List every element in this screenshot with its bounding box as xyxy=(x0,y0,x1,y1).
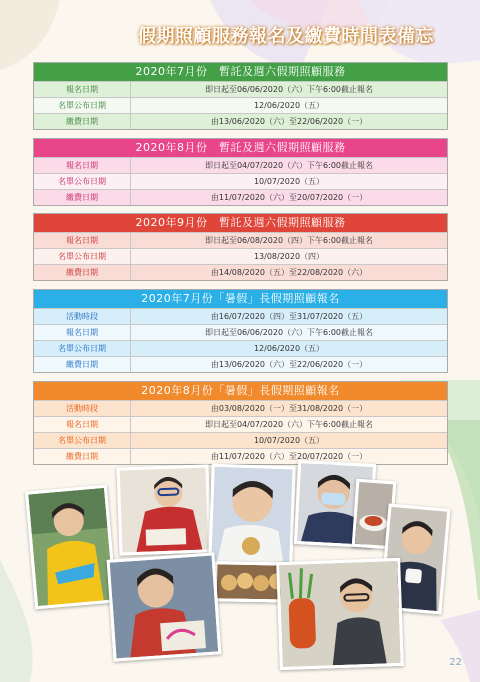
row-label: 報名日期 xyxy=(34,325,131,340)
row-value: 即日起至06/06/2020（六）下午6:00截止報名 xyxy=(204,328,374,337)
table-row xyxy=(34,340,447,356)
page-title: 假期照顧服務報名及繳費時間表備忘 xyxy=(138,26,434,47)
row-value: 由11/07/2020（六）至20/07/2020（一） xyxy=(210,193,368,202)
table-row xyxy=(34,173,447,189)
schedule-table-september-respite xyxy=(33,213,448,281)
table-row xyxy=(34,356,447,372)
row-label: 繳費日期 xyxy=(34,190,131,205)
table-row xyxy=(34,81,447,97)
table-row xyxy=(34,308,447,324)
table-row xyxy=(34,157,447,173)
table-row xyxy=(34,400,447,416)
row-value: 10/07/2020（五） xyxy=(253,177,325,186)
table-header: 2020年8月份 暫託及週六假期照顧服務 xyxy=(34,139,447,157)
photo-child-smiling xyxy=(208,464,295,567)
schedule-table-july-respite xyxy=(33,62,448,130)
table-header: 2020年7月份 暫託及週六假期照顧服務 xyxy=(34,63,447,81)
row-label: 繳費日期 xyxy=(34,265,131,280)
table-row xyxy=(34,232,447,248)
row-label: 名單公布日期 xyxy=(34,341,131,356)
table-header: 2020年7月份「暑假」長假期照顧報名 xyxy=(34,290,447,308)
table-row xyxy=(34,113,447,129)
schedule-table-july-summer xyxy=(33,289,448,373)
row-label: 名單公布日期 xyxy=(34,174,131,189)
row-value: 即日起至04/07/2020（六）下午6:00截止報名 xyxy=(204,161,374,170)
row-label: 名單公布日期 xyxy=(34,249,131,264)
table-row xyxy=(34,248,447,264)
row-value: 由11/07/2020（六）至20/07/2020（一） xyxy=(210,452,368,461)
row-value: 由13/06/2020（六）至22/06/2020（一） xyxy=(210,360,368,369)
row-value: 由16/07/2020（四）至31/07/2020（五） xyxy=(210,312,368,321)
row-label: 報名日期 xyxy=(34,417,131,432)
row-value: 即日起至06/06/2020（六）下午6:00截止報名 xyxy=(204,85,374,94)
table-row xyxy=(34,324,447,340)
row-label: 報名日期 xyxy=(34,158,131,173)
table-row xyxy=(34,264,447,280)
photo-child-crafting xyxy=(116,464,211,555)
table-row xyxy=(34,416,447,432)
schedule-table-august-summer xyxy=(33,381,448,465)
row-value: 由14/08/2020（五）至22/08/2020（六） xyxy=(210,268,368,277)
table-row xyxy=(34,189,447,205)
row-label: 繳費日期 xyxy=(34,357,131,372)
row-label: 報名日期 xyxy=(34,233,131,248)
photo-child-painting xyxy=(107,552,222,661)
photo-children-craft-table xyxy=(276,558,404,670)
row-label: 繳費日期 xyxy=(34,114,131,129)
row-value: 由13/06/2020（六）至22/06/2020（一） xyxy=(210,117,368,126)
row-value: 即日起至04/07/2020（六）下午6:00截止報名 xyxy=(204,420,374,429)
row-label: 名單公布日期 xyxy=(34,433,131,448)
row-label: 名單公布日期 xyxy=(34,98,131,113)
photo-child-yellow-shirt xyxy=(25,485,117,610)
table-header: 2020年9月份 暫託及週六假期照顧服務 xyxy=(34,214,447,232)
row-label: 報名日期 xyxy=(34,82,131,97)
row-value: 12/06/2020（五） xyxy=(253,101,325,110)
row-label: 繳費日期 xyxy=(34,449,131,464)
row-value: 12/06/2020（五） xyxy=(253,344,325,353)
table-row xyxy=(34,97,447,113)
row-value: 即日起至06/08/2020（四）下午6:00截止報名 xyxy=(204,236,374,245)
row-value: 13/08/2020（四） xyxy=(253,252,325,261)
schedule-table-august-respite xyxy=(33,138,448,206)
page-number: 22 xyxy=(449,657,462,668)
table-row xyxy=(34,432,447,448)
row-label: 活動時段 xyxy=(34,401,131,416)
row-label: 活動時段 xyxy=(34,309,131,324)
table-header: 2020年8月份「暑假」長假期照顧報名 xyxy=(34,382,447,400)
row-value: 10/07/2020（五） xyxy=(253,436,325,445)
row-value: 由03/08/2020（一）至31/08/2020（一） xyxy=(210,404,368,413)
table-row xyxy=(34,448,447,464)
